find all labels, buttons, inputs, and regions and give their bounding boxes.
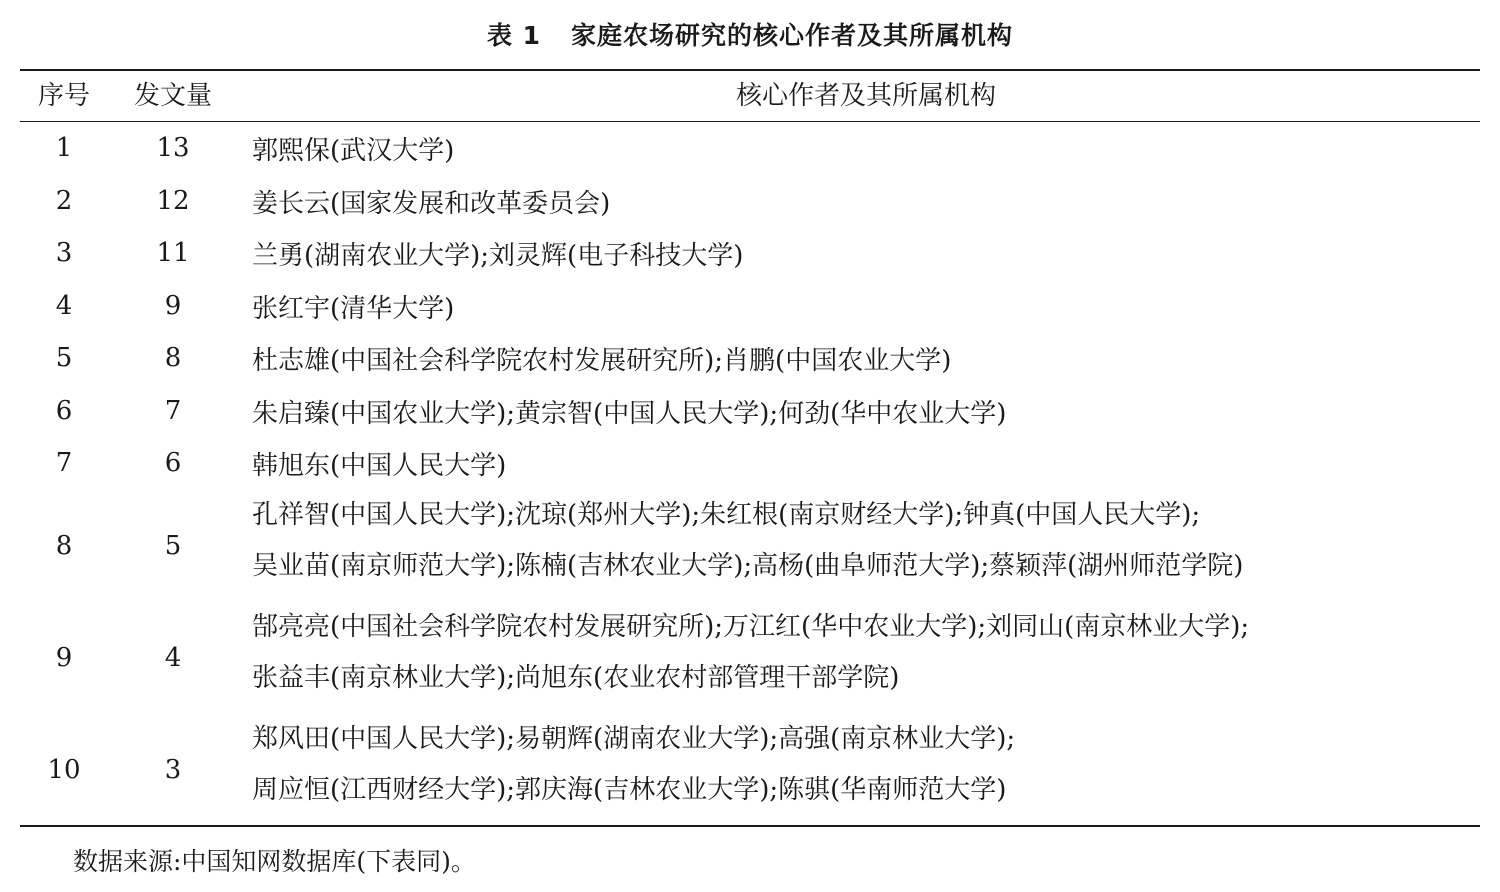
row-authors (252, 385, 1480, 440)
author-line: 韩旭东(中国人民大学) (252, 451, 507, 481)
author-line: 周应恒(江西财经大学);郭庆海(吉林农业大学);陈骐(华南师范大学) (252, 774, 1007, 805)
row-count: 8 (164, 343, 182, 374)
table-row (20, 332, 1480, 385)
table-row (20, 385, 1480, 438)
author-line: 郜亮亮(中国社会科学院农村发展研究所);万江红(华中农业大学);刘同山(南京林业大学); (252, 611, 1250, 642)
row-authors (252, 175, 1480, 230)
header-authors: 核心作者及其所属机构 (735, 81, 996, 111)
row-seq: 2 (55, 185, 73, 216)
author-line: 张红宇(清华大学) (252, 293, 455, 324)
row-count: 12 (156, 185, 190, 216)
table-caption (0, 12, 1500, 60)
row-count: 9 (164, 290, 182, 321)
header-count: 发文量 (133, 81, 212, 111)
author-line: 张益丰(南京林业大学);尚旭东(农业农村部管理干部学院) (252, 662, 900, 693)
row-authors (252, 227, 1480, 282)
row-seq: 7 (55, 448, 73, 479)
author-line: 姜长云(国家发展和改革委员会) (252, 188, 611, 219)
row-seq: 5 (55, 343, 73, 374)
row-seq: 10 (47, 754, 81, 785)
table-row (20, 602, 1480, 714)
table-title: 家庭农场研究的核心作者及其所属机构 (571, 21, 1014, 50)
author-line: 孔祥智(中国人民大学);沈琼(郑州大学);朱红根(南京财经大学);钟真(中国人民大学); (252, 499, 1201, 530)
row-count: 13 (156, 133, 190, 164)
author-line: 吴业苗(南京师范大学);陈楠(吉林农业大学);高杨(曲阜师范大学);蔡颖萍(湖州师范学院) (252, 550, 1244, 581)
table-body (20, 122, 1480, 826)
row-count: 4 (164, 642, 182, 673)
row-seq: 4 (55, 290, 73, 321)
row-seq: 1 (55, 133, 73, 164)
row-authors (252, 490, 1480, 592)
table-row (20, 714, 1480, 826)
table-row (20, 437, 1480, 490)
author-line: 杜志雄(中国社会科学院农村发展研究所);肖鹏(中国农业大学) (252, 346, 952, 376)
table-row (20, 227, 1480, 280)
row-authors (252, 332, 1480, 387)
row-authors (252, 602, 1480, 704)
row-count: 7 (164, 395, 182, 426)
table-number: 表 1 (486, 21, 542, 50)
table-row (20, 175, 1480, 228)
author-line: 兰勇(湖南农业大学);刘灵辉(电子科技大学) (252, 241, 744, 271)
row-seq: 9 (55, 642, 73, 673)
row-authors (252, 437, 1480, 492)
row-count: 11 (156, 238, 190, 269)
row-count: 5 (164, 530, 182, 561)
author-line: 郭熙保(武汉大学) (252, 136, 455, 166)
row-authors (252, 280, 1480, 335)
row-seq: 8 (55, 530, 73, 561)
row-seq: 6 (55, 395, 73, 426)
table-row (20, 280, 1480, 333)
table-row (20, 490, 1480, 602)
author-line: 郑风田(中国人民大学);易朝辉(湖南农业大学);高强(南京林业大学); (252, 723, 1016, 754)
row-authors (252, 122, 1480, 177)
author-line: 朱启臻(中国农业大学);黄宗智(中国人民大学);何劲(华中农业大学) (252, 398, 1007, 429)
row-authors (252, 714, 1480, 816)
row-seq: 3 (55, 238, 73, 269)
row-count: 6 (164, 448, 182, 479)
table-header (20, 71, 1480, 121)
bottom-rule (20, 825, 1480, 827)
row-count: 3 (164, 754, 182, 785)
table-row (20, 122, 1480, 175)
header-seq: 序号 (37, 81, 90, 111)
source-note: 数据来源:中国知网数据库(下表同)。 (73, 847, 476, 876)
